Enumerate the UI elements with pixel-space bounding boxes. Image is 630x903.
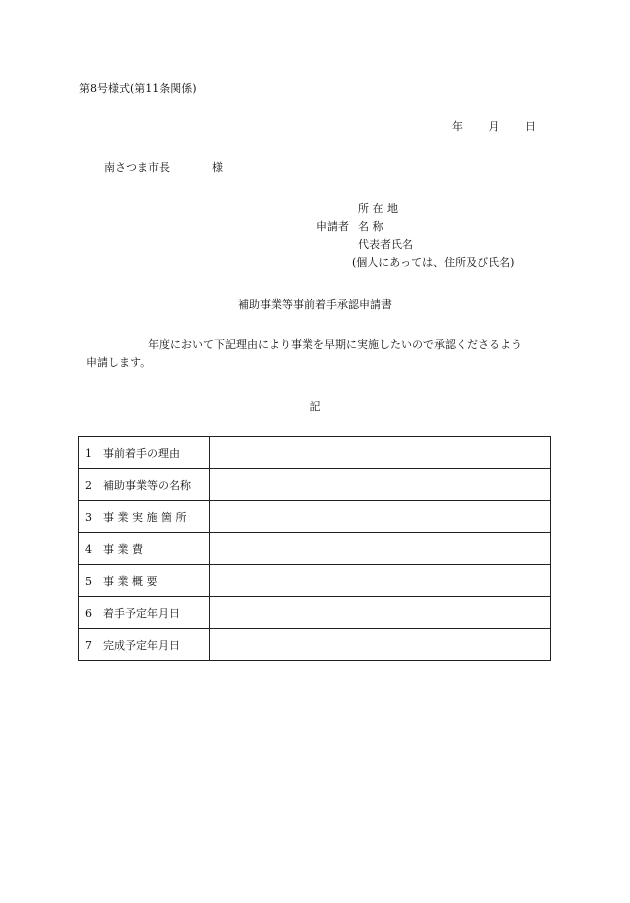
item-value-cell[interactable] [210, 597, 551, 629]
date-line [452, 118, 536, 134]
item-label: 事 業 実 施 箇 所 [103, 510, 187, 524]
item-value-cell[interactable] [210, 533, 551, 565]
item-value-cell[interactable] [210, 469, 551, 501]
item-label: 補助事業等の名称 [103, 478, 191, 492]
applicant-address-label: 所 在 地 [358, 202, 398, 215]
item-label: 事前着手の理由 [103, 446, 180, 460]
body-text [86, 336, 556, 372]
addressee [104, 159, 223, 175]
applicant-representative-label: 代表者氏名 [358, 238, 413, 251]
applicant-row-address [316, 200, 538, 218]
applicant-role-label: 申請者 [316, 220, 349, 233]
date-year-label: 年 [452, 120, 463, 133]
item-number: 5 [85, 574, 92, 588]
applicant-block [316, 200, 538, 272]
item-number: 4 [85, 542, 92, 556]
item-value-cell[interactable] [210, 437, 551, 469]
date-day-label: 日 [525, 120, 536, 133]
table-row [79, 629, 551, 661]
applicant-row-name [316, 218, 538, 236]
item-label: 事 業 概 要 [103, 574, 158, 588]
form-number: 第8号様式(第11条関係) [79, 82, 197, 95]
table-row [79, 597, 551, 629]
body-line-1: 年度において下記理由により事業を早期に実施したいので承認くださるよう [148, 338, 522, 351]
table-row [79, 469, 551, 501]
item-number: 3 [85, 510, 92, 524]
addressee-name: 南さつま市長 [104, 161, 170, 174]
item-number: 1 [85, 446, 92, 460]
items-table [78, 436, 551, 661]
date-month-label: 月 [488, 120, 500, 133]
item-label-cell [79, 501, 210, 533]
item-label: 事 業 費 [103, 542, 143, 556]
item-number: 6 [85, 606, 92, 620]
applicant-name-label: 名 称 [358, 220, 384, 233]
table-row [79, 533, 551, 565]
table-row [79, 437, 551, 469]
item-value-cell[interactable] [210, 629, 551, 661]
ki-heading: 記 [309, 400, 321, 413]
item-number: 2 [85, 478, 92, 492]
item-label-cell [79, 437, 210, 469]
item-value-cell[interactable] [210, 501, 551, 533]
item-label-cell [79, 469, 210, 501]
item-label: 着手予定年月日 [103, 606, 180, 620]
item-number: 7 [85, 638, 92, 652]
body-line-2: 申請します。 [86, 356, 152, 369]
item-value-cell[interactable] [210, 565, 551, 597]
item-label-cell [79, 533, 210, 565]
applicant-note: (個人にあっては、住所及び氏名) [352, 256, 515, 269]
document-title: 補助事業等事前着手承認申請書 [238, 298, 392, 311]
table-row [79, 565, 551, 597]
item-label: 完成予定年月日 [103, 638, 180, 652]
table-row [79, 501, 551, 533]
applicant-row-representative [316, 236, 538, 254]
addressee-suffix: 様 [212, 161, 223, 174]
item-label-cell [79, 597, 210, 629]
item-label-cell [79, 629, 210, 661]
item-label-cell [79, 565, 210, 597]
